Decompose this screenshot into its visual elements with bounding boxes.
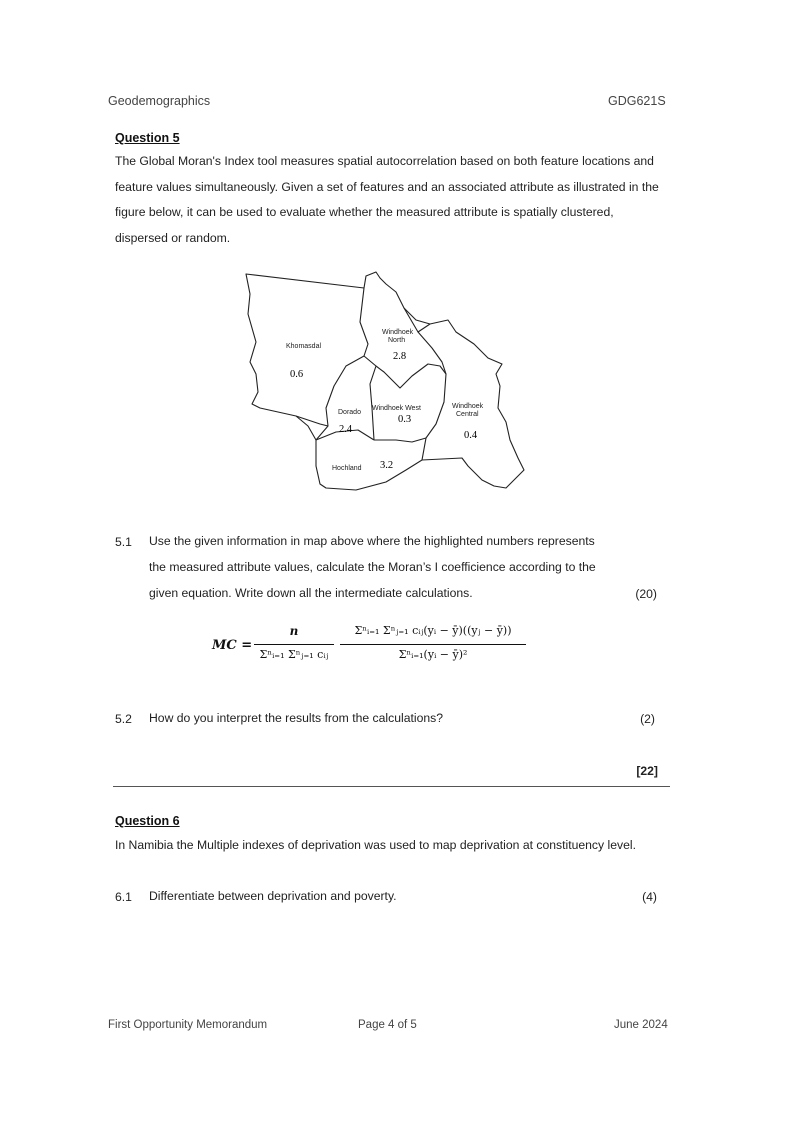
region-value-dorado: 2.4 bbox=[339, 424, 353, 435]
item-5-2-text: How do you interpret the results from the calculations? bbox=[149, 711, 443, 725]
formula-fraction2-numerator: Σⁿᵢ₌₁ Σⁿⱼ₌₁ cᵢⱼ(yᵢ − ȳ)((yⱼ − ȳ)) bbox=[354, 624, 512, 637]
formula-fraction1-bar bbox=[254, 644, 334, 645]
region-name-windhoek-north-l1: Windhoek bbox=[382, 329, 414, 336]
item-6-1-number: 6.1 bbox=[115, 890, 132, 904]
question-5-title: Question 5 bbox=[115, 131, 180, 145]
region-name-windhoek-north-l2: North bbox=[388, 337, 406, 344]
footer-date: June 2024 bbox=[614, 1019, 668, 1031]
formula-fraction2-bar bbox=[340, 644, 526, 645]
item-5-1-line3: given equation. Write down all the intermediate calculations. bbox=[149, 586, 473, 600]
formula-fraction2-denominator: Σⁿᵢ₌₁(yᵢ − ȳ)² bbox=[398, 648, 468, 661]
question-6-intro: In Namibia the Multiple indexes of deprivation was used to map deprivation at constituency level. bbox=[115, 838, 636, 852]
header-course-name: Geodemographics bbox=[108, 94, 211, 108]
region-name-windhoek-central-l1: Windhoek bbox=[452, 403, 484, 410]
formula-lhs: MC = bbox=[212, 638, 253, 653]
question-5-intro: The Global Moran's Index tool measures spatial autocorrelation based on both feature locations and feature values simultaneously. Given a set of features and an associated attribute as illustrated in the figure below, it can be used to evaluate whether the measured attribute is spatially clustered, dispersed or random. bbox=[115, 154, 659, 245]
item-5-2-marks: (2) bbox=[640, 712, 655, 726]
item-6-1-text: Differentiate between deprivation and poverty. bbox=[149, 889, 397, 903]
region-value-khomasdal: 0.6 bbox=[290, 369, 304, 380]
formula-fraction1-denominator: Σⁿᵢ₌₁ Σⁿⱼ₌₁ cᵢⱼ bbox=[259, 648, 329, 661]
section-divider bbox=[113, 786, 670, 787]
region-value-windhoek-west: 0.3 bbox=[398, 414, 412, 425]
region-value-windhoek-central: 0.4 bbox=[464, 430, 478, 441]
region-name-windhoek-west: Windhoek West bbox=[372, 405, 421, 412]
region-name-khomasdal: Khomasdal bbox=[286, 343, 322, 350]
region-name-dorado: Dorado bbox=[338, 409, 361, 416]
item-5-1-number: 5.1 bbox=[115, 535, 132, 549]
region-value-hochland: 3.2 bbox=[380, 460, 394, 471]
moran-map-figure bbox=[236, 262, 536, 502]
morans-i-formula bbox=[212, 624, 572, 684]
region-name-windhoek-central-l2: Central bbox=[456, 411, 479, 418]
header-course-code: GDG621S bbox=[608, 94, 666, 108]
region-name-hochland: Hochland bbox=[332, 465, 362, 472]
question-5-total-marks: [22] bbox=[636, 764, 658, 778]
formula-fraction1-numerator: n bbox=[289, 624, 299, 638]
region-value-windhoek-north: 2.8 bbox=[393, 351, 407, 362]
item-5-1-marks: (20) bbox=[635, 587, 657, 601]
item-6-1-marks: (4) bbox=[642, 890, 657, 904]
item-5-1-line2: the measured attribute values, calculate the Moran’s I coefficience according to the bbox=[149, 560, 596, 574]
map-outer-boundary bbox=[246, 272, 524, 490]
item-5-2-number: 5.2 bbox=[115, 712, 132, 726]
footer-document-type: First Opportunity Memorandum bbox=[108, 1019, 268, 1031]
item-5-1-line1: Use the given information in map above where the highlighted numbers represents bbox=[149, 534, 595, 548]
footer-page-number: Page 4 of 5 bbox=[358, 1019, 417, 1031]
question-6-title: Question 6 bbox=[115, 814, 180, 828]
